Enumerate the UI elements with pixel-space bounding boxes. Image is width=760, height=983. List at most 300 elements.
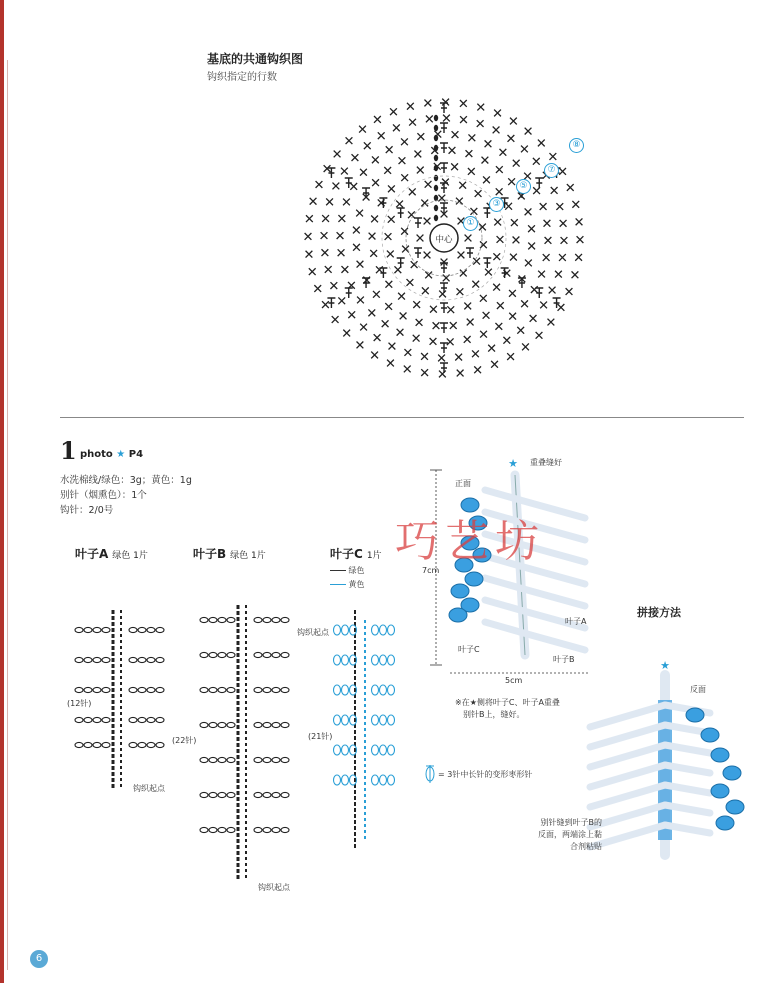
stitch-x [430,338,437,345]
stitch-x [544,220,551,227]
chain-loop [263,827,271,832]
leaf-c-heading [330,545,382,562]
stitch-x [560,220,567,227]
leaf-c-bead [686,708,704,722]
chain-loop [129,627,137,632]
stitch-x [468,168,475,175]
stitch-x [370,250,377,257]
stitch-x [416,319,423,326]
chain-loop [218,652,226,657]
chain-loop [200,617,208,622]
section-number: 1 [60,436,77,465]
chain-loop [84,687,92,692]
assembly-note: 别针缝到叶子B的 反面，两端涂上黏 合剂粘贴 [538,818,602,851]
stitch-x [467,319,474,326]
stitch-x [357,342,364,349]
stitch-x [334,151,341,158]
stitch-x [417,133,424,140]
stitch-x [566,288,573,295]
chain-loop [227,792,235,797]
chain-loop [84,742,92,747]
stitch-x [556,203,563,210]
chain-loop [263,722,271,727]
stitch-dc [362,188,370,198]
stitch-x [356,210,363,217]
stitch-x [421,369,428,376]
stitch-x [407,279,414,286]
stitch-x [503,337,510,344]
stitch-x [322,215,329,222]
stitch-x [485,269,492,276]
stitch-x [407,103,414,110]
leaf-b-spec: 绿色 1片 [230,551,266,561]
puff-stitch [380,715,387,725]
chain-loop [272,652,280,657]
stitch-x [555,271,562,278]
stitch-x [413,335,420,342]
leaf-branch [590,705,665,727]
chain-loop [263,757,271,762]
chain-dot [434,155,438,161]
chain-loop [138,742,146,747]
stitch-dc [397,208,405,218]
stitch-x [306,251,313,258]
stitch-x [466,150,473,157]
puff-stitch [388,715,395,725]
material-item: 水洗棉线/绿色：3g；黄色：1g [60,475,192,486]
chain-loop [272,687,280,692]
stitch-dc [535,288,543,298]
stitch-x [497,302,504,309]
leaf-branch [590,765,665,787]
leaf-b-name: 叶子B [193,547,227,561]
chain-loop [281,722,289,727]
stitch-x [549,287,556,294]
chain-loop [209,652,217,657]
chain-loop [75,687,83,692]
stitch-x [549,153,556,160]
legend-yellow: 黄色 [330,579,365,590]
stitch-x [511,219,518,226]
puff-stitch [334,685,341,695]
stitch-x [386,146,393,153]
puff-stitch [334,715,341,725]
stitch-x [409,188,416,195]
chain-loop [272,792,280,797]
stitch-x [531,286,538,293]
stitch-x [388,216,395,223]
puff-stitch [372,685,379,695]
stitch-x [322,301,329,308]
section-photo-ref [80,449,143,460]
leaf-b-count: (22针) [172,736,197,745]
chain-loop [218,792,226,797]
stitch-x [522,343,529,350]
stitch-x [513,160,520,167]
stitch-dc [414,248,422,258]
chain-loop [281,827,289,832]
chain-loop [156,627,164,632]
puff-stitch [342,715,349,725]
stitch-x [513,237,520,244]
stitch-x [409,119,416,126]
chain-loop [156,742,164,747]
puff-stitch [380,775,387,785]
stitch-x [352,154,359,161]
stitch-x [548,319,555,326]
back-label: 反面 [690,685,706,694]
chain-loop [93,657,101,662]
stitch-x [338,297,345,304]
stitch-dc [440,143,448,153]
stitch-x [452,131,459,138]
stitch-x [404,366,411,373]
puff-stitch [380,655,387,665]
page-edge-bar [0,0,4,983]
stitch-x [497,236,504,243]
stitch-x [540,203,547,210]
chain-loop [263,792,271,797]
stitch-x [396,201,403,208]
stitch-x [309,268,316,275]
chain-loop [147,657,155,662]
stitch-x [338,249,345,256]
stitch-x [368,309,375,316]
stitch-x [559,254,566,261]
chain-loop [281,687,289,692]
puff-stitch [372,655,379,665]
chain-loop [129,657,137,662]
stitch-x [321,249,328,256]
round-marker-8: ⑧ [569,138,584,153]
chain-loop [254,617,262,622]
crochet-chart [290,80,610,400]
chain-loop [93,742,101,747]
stitch-x [473,258,480,265]
stitch-x [374,334,381,341]
puff-stitch [334,775,341,785]
chain-loop [129,717,137,722]
chain-loop [254,687,262,692]
stitch-x [382,320,389,327]
stitch-dc [535,178,543,188]
chain-loop [227,827,235,832]
leaf-c-bead [716,816,734,830]
puff-stitch [388,655,395,665]
stitch-dc [327,298,335,308]
front-label: 正面 [455,479,471,488]
stitch-x [401,138,408,145]
symbol-note: = 3针中长针的变形枣形针 [438,770,533,779]
stitch-x [460,100,467,107]
leaf-b-heading [193,545,266,562]
stitch-x [465,235,472,242]
assembly-title: 拼接方法 [637,606,681,619]
stitch-x [310,198,317,205]
leaf-branch [590,785,665,807]
stitch-x [577,236,584,243]
chain-loop [84,657,92,662]
puff-stitch [334,655,341,665]
stitch-x [480,331,487,338]
chain-loop [156,687,164,692]
leaf-c-bead [701,728,719,742]
stitch-dc [440,163,448,173]
stitch-x [572,201,579,208]
chain-loop [200,652,208,657]
leaf-c-bead [726,800,744,814]
stitch-x [457,288,464,295]
chain-loop [281,652,289,657]
chain-loop [218,617,226,622]
chain-loop [138,687,146,692]
stitch-x [341,266,348,273]
stitch-x [372,156,379,163]
stitch-dc [440,323,448,333]
chain-loop [227,652,235,657]
star-icon: ★ [116,449,126,460]
puff-stitch [342,775,349,785]
stitch-x [364,142,371,149]
stitch-x [326,198,333,205]
puff-stitch [372,715,379,725]
chain-loop [102,627,110,632]
chain-dot [434,215,438,221]
puff-stitch [372,625,379,635]
stitch-x [540,302,547,309]
chain-loop [209,722,217,727]
stitch-x [314,285,321,292]
stitch-x [408,211,415,218]
chain-loop [281,792,289,797]
stitch-dc [414,218,422,228]
stitch-x [460,116,467,123]
stitch-dc [440,363,448,373]
stitch-x [414,151,421,158]
stitch-dc [379,198,387,208]
material-item: 别针（烟熏色）：1个 [60,490,147,501]
chain-loop [138,717,146,722]
chain-loop [102,657,110,662]
stitch-x [443,115,450,122]
stitch-x [468,134,475,141]
puff-stitch [342,655,349,665]
stitch-x [474,366,481,373]
stitch-x [371,352,378,359]
leaf-a-count: (12针) [67,699,92,708]
stitch-dc [518,278,526,288]
puff-stitch [380,745,387,755]
chain-loop [84,627,92,632]
stitch-x [424,252,431,259]
chain-loop [227,687,235,692]
stitch-x [439,291,446,298]
leaf-c-bead [711,784,729,798]
stitch-x [357,297,364,304]
chain-loop [227,617,235,622]
stitch-x [330,282,337,289]
chain-loop [102,717,110,722]
stitch-x [337,232,344,239]
chain-loop [147,687,155,692]
stitch-dc [483,258,491,268]
puff-stitch [372,745,379,755]
stitch-x [404,349,411,356]
stitch-dc [440,103,448,113]
stitch-x [439,371,446,378]
stitch-x [373,291,380,298]
chain-loop [272,827,280,832]
chain-dot [434,115,438,121]
stitch-x [451,163,458,170]
chain-loop [129,742,137,747]
stitch-x [417,167,424,174]
stitch-x [433,322,440,329]
chain-loop [227,722,235,727]
puff-stitch [342,745,349,755]
leaf-b-callout: 叶子B [553,655,575,664]
chain-loop [281,617,289,622]
stitch-dc [501,268,509,278]
stitch-x [551,187,558,194]
stitch-x [455,354,462,361]
stitch-x [472,281,479,288]
stitch-x [385,233,392,240]
stitch-x [538,271,545,278]
stitch-x [457,370,464,377]
stitch-x [521,146,528,153]
stitch-x [480,295,487,302]
chain-loop [156,717,164,722]
stitch-x [509,290,516,297]
round-marker-1: ① [463,216,478,231]
stitch-x [456,198,463,205]
stitch-x [385,303,392,310]
stitch-x [346,137,353,144]
stitch-x [508,178,515,185]
chain-loop [263,617,271,622]
stitch-x [343,199,350,206]
stitch-x [393,124,400,131]
stitch-x [464,336,471,343]
section-divider [60,417,744,418]
leaf-c-bead [723,766,741,780]
stitch-x [424,218,431,225]
stitch-x [496,188,503,195]
stitch-x [425,181,432,188]
stitch-x [576,218,583,225]
stitch-x [525,128,532,135]
svg-text:★: ★ [508,457,518,470]
stitch-x [493,253,500,260]
chain-dot [434,135,438,141]
center-label: 中心 [435,235,453,245]
stitch-x [417,235,424,242]
leaf-a-start: 钩织起点 [133,784,165,793]
stitch-x [528,243,535,250]
chain-dot [434,205,438,211]
stitch-x [385,281,392,288]
stitch-x [360,169,367,176]
chain-loop [200,792,208,797]
watermark: 巧艺坊 [395,516,545,567]
stitch-x [374,116,381,123]
puff-stitch [388,685,395,695]
chain-loop [218,722,226,727]
stitch-x [359,126,366,133]
diagram-title: 基底的共通钩织图 [207,52,304,66]
stitch-x [475,190,482,197]
stitch-x [371,216,378,223]
photo-page: P4 [128,449,144,460]
leaf-c-callout: 叶子C [458,645,480,654]
leaf-c-spec: 1片 [366,551,382,561]
leaf-stitch-diagrams [55,580,395,910]
stitch-x [510,118,517,125]
chain-dot [434,175,438,181]
chain-loop [138,627,146,632]
stitch-dc [397,258,405,268]
stitch-x [538,140,545,147]
chain-loop [147,627,155,632]
stitch-x [450,322,457,329]
leaf-c-bead [449,608,467,622]
chain-loop [209,617,217,622]
chain-loop [263,687,271,692]
stitch-dc [440,183,448,193]
chain-loop [227,757,235,762]
chain-loop [93,717,101,722]
stitch-dc [466,248,474,258]
chain-loop [147,717,155,722]
stitch-x [507,353,514,360]
leaf-branch [520,632,585,650]
stitch-x [559,168,566,175]
leaf-branch [590,725,665,747]
chain-loop [254,827,262,832]
stitch-x [325,266,332,273]
leaf-a-callout: 叶子A [565,617,587,626]
leaf-branch [485,622,520,632]
stitch-x [460,270,467,277]
chain-loop [209,827,217,832]
page-edge-line [7,60,8,970]
stitch-x [430,306,437,313]
stitch-x [398,293,405,300]
leaf-branch [485,578,520,588]
height-label: 7cm [422,566,440,575]
chain-loop [272,617,280,622]
stitch-x [567,184,574,191]
stitch-x [447,306,454,313]
stitch-x [525,260,532,267]
stitch-x [305,233,312,240]
chain-loop [93,627,101,632]
front-top-label: 重叠缝好 [530,458,562,467]
stitch-dc [345,178,353,188]
chain-loop [254,757,262,762]
stitch-x [447,338,454,345]
chain-loop [200,757,208,762]
chain-loop [75,742,83,747]
puff-stitch [388,775,395,785]
stitch-x [353,227,360,234]
chain-loop [254,792,262,797]
leaf-c-bead [451,584,469,598]
stitch-x [536,332,543,339]
stitch-x [509,313,516,320]
stitch-x [528,225,535,232]
